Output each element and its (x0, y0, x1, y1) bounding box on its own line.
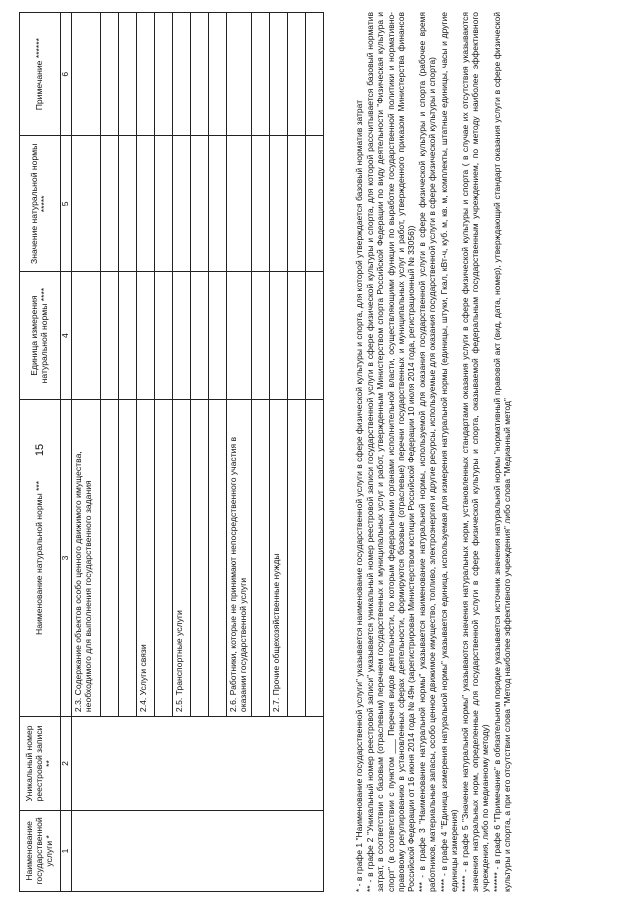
footnotes (354, 12, 513, 892)
norm-name-cell (101, 399, 119, 716)
table-cell (191, 136, 209, 272)
page-number: 15 (34, 443, 46, 457)
norm-name-cell (287, 399, 305, 716)
footnote: **** - в графе 4 "Единица измерения натуральной нормы" указывается единица, используемая для измерения натуральной нормы (единицы, штуки, Гкал, кВт-ч, куб. м, кв. м, комплекты, штатные единицы, часы и другие единицы измерения) (438, 12, 459, 892)
table-cell (101, 13, 119, 136)
table-cell (155, 13, 173, 136)
table-row (72, 13, 101, 892)
norm-name-cell: 2.6. Работники, которые не принимают непосредственного участия в оказании государственной услуги (227, 399, 252, 716)
footnote: ***** - в графе 5 "Значение натуральной нормы" указываются значения натуральных норм, установленных стандартами оказания услуги в сфере физической культуры и спорта ( в случае их отсутствия указываются значения натуральных норм, определенные для государственной услуги в сфере физической культуры и спорта, оказываемой федеральным государственным учреждением, по методу наиболее эффективного учреждения, либо по медианному методу) (460, 12, 491, 892)
column-index: 3 (61, 399, 72, 716)
table-cell (155, 136, 173, 272)
norm-name-cell: 2.7. Прочие общехозяйственные нужды (269, 399, 287, 716)
norm-name-cell (119, 399, 137, 716)
table-cell (155, 272, 173, 400)
table-cell (227, 272, 252, 400)
table-cell (137, 136, 155, 272)
table-cell (287, 272, 305, 400)
table-cell (119, 272, 137, 400)
table-cell (72, 136, 101, 272)
norm-name-cell (191, 399, 209, 716)
column-index: 1 (61, 810, 72, 891)
table-cell (287, 136, 305, 272)
table-cell (72, 810, 324, 891)
header-norm-unit: Единица измерения натуральной нормы **** (20, 272, 61, 400)
table-cell (269, 272, 287, 400)
norm-name-cell (251, 399, 269, 716)
table-cell (287, 13, 305, 136)
column-index: 5 (61, 136, 72, 272)
column-index-row (61, 13, 72, 892)
table-cell (209, 272, 227, 400)
table-cell (119, 136, 137, 272)
table-cell (173, 272, 191, 400)
footnote: ****** - в графе 6 "Примечание" в обязательном порядке указывается источник значения натуральной нормы "нормативный правовой акт (вид, дата, номер), утверждающий стандарт оказания услуги в сфере физической культуры и спорта, а при его отсутствии слова "Метод наиболее эффективного учреждения" либо слова "Медианный метод" (491, 12, 512, 892)
footnote: ** - в графе 2 "Уникальный номер реестровой записи" указывается уникальный номер реестровой записи государственной услуги в сфере физической культуры и спорта, для которой рассчитывается базовый норматив затрат, в соответствии с базовым (отраслевым) перечнем государственных и муниципальных услуг и работ, утвержденным Министерством спорта Российской Федерации по виду деятельности "Физическая культура и спорт" (в соответствии с пунктом ___ Перечня видов деятельности, по которым федеральными органами исполнительной власти, осуществляющими функции по выработке государственной политики и нормативно-правовому регулированию в установленных сферах деятельности, формируются базовые (отраслевые) перечни государственных и муниципальных услуг и работ, утвержденного приказом Министерства финансов Российской Федерации от 16 июня 2014 года № 49н (зарегистрирован Министерством юстиции Российской Федерации 10 июля 2014 года, регистрационный № 33056)) (365, 12, 417, 892)
table-cell (305, 13, 323, 136)
norm-name-cell (209, 399, 227, 716)
rotated-page-content (19, 12, 619, 892)
footnote: * - в графе 1 "Наименование государственной услуги" указывается наименование государственной услуги в сфере физической культуры и спорта, для которой утверждается базовый норматив затрат (354, 99, 364, 892)
table-cell (227, 136, 252, 272)
table-cell (209, 136, 227, 272)
table-cell (173, 136, 191, 272)
table-cell (137, 272, 155, 400)
column-index: 6 (61, 13, 72, 136)
table-cell (191, 272, 209, 400)
table-cell (227, 13, 252, 136)
table-cell (101, 272, 119, 400)
table-cell (269, 13, 287, 136)
table-header-row (20, 13, 61, 892)
table-cell (101, 136, 119, 272)
table-cell (72, 13, 101, 136)
norm-name-cell: 2.5. Транспортные услуги (173, 399, 191, 716)
table-cell (209, 13, 227, 136)
table-cell (305, 136, 323, 272)
column-index: 2 (61, 717, 72, 811)
header-service-name: Наименование государственной услуги * (20, 810, 61, 891)
table-cell (72, 717, 324, 811)
column-index: 4 (61, 272, 72, 400)
norm-name-cell (305, 399, 323, 716)
header-norm-name: Наименование натуральной нормы *** (20, 399, 61, 716)
table-cell (72, 272, 101, 400)
table-cell (269, 136, 287, 272)
table-cell (173, 13, 191, 136)
table-cell (251, 272, 269, 400)
table-cell (137, 13, 155, 136)
table-cell (191, 13, 209, 136)
footnote: *** - в графе 3 "Наименование натуральной нормы" указывается наименование натуральной нормы, используемой для оказания государственной услуги в сфере физической культуры и спорта (рабочее время работников, материальные запасы, особо ценное движимое имущество, топливо, электроэнергия и другие ресурсы, используемые для оказания государственной услуги в сфере физической культуры и спорта) (417, 12, 438, 892)
norm-name-cell: 2.4. Услуги связи (137, 399, 155, 716)
natural-norms-table (19, 12, 324, 892)
table-cell (251, 13, 269, 136)
header-note: Примечание ****** (20, 13, 61, 136)
header-norm-value: Значение натуральной нормы ***** (20, 136, 61, 272)
table-cell (119, 13, 137, 136)
table-cell (305, 272, 323, 400)
norm-name-cell (155, 399, 173, 716)
header-registry-number: Уникальный номер реестровой записи ** (20, 717, 61, 811)
table-cell (251, 136, 269, 272)
norm-name-cell: 2.3. Содержание объектов особо ценного движимого имущества, необходимого для выполнения государственного задания (72, 399, 101, 716)
